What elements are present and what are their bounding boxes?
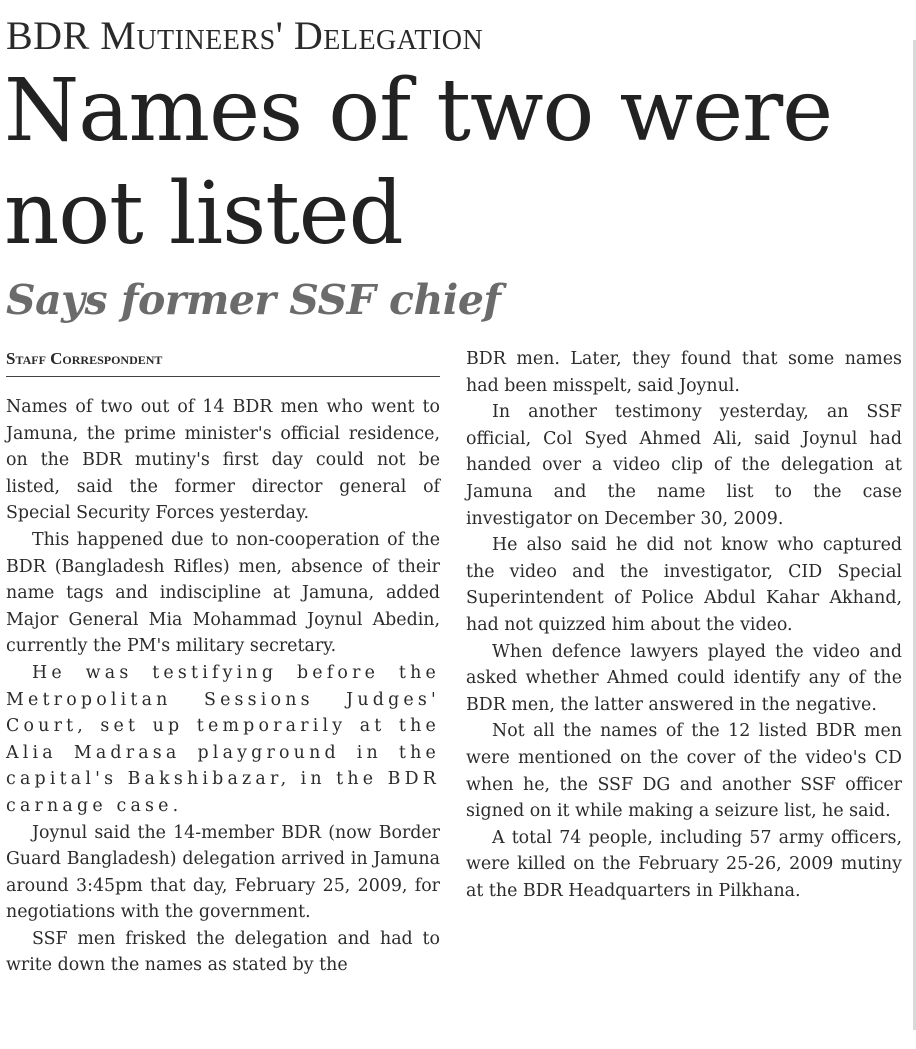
article-kicker: BDR Mutineers' Delegation (6, 13, 484, 58)
paragraph: In another testimony yesterday, an SSF official, Col Syed Ahmed Ali, said Joynul had handed over a video clip of the delegation at Jamuna and the name list to the case investigator on December 30, 2009. (466, 402, 902, 529)
paragraph: This happened due to non-cooperation of the BDR (Bangladesh Rifles) men, absence of their name tags and indiscipline at Jamuna, added Major General Mia Mohammad Joynul Abedin, currently the PM's military secretary. (6, 529, 440, 657)
paragraph: When defence lawyers played the video and asked whether Ahmed could identify any of the BDR men, the latter answered in the negative. (466, 641, 902, 715)
paragraph: SSF men frisked the delegation and had to write down the names as stated by the (6, 928, 440, 976)
paragraph: Joynul said the 14-member BDR (now Border Guard Bangladesh) delegation arrived in Jamuna around 3:45pm that day, February 25, 2009, for negotiations with the government. (6, 822, 440, 923)
paragraph: He was testifying before the Metropolitan Sessions Judges' Court, set up temporarily at the Alia Madrasa playground in the capital's Bakshibazar, in the BDR carnage case. (6, 662, 440, 816)
paragraph: He also said he did not know who captured the video and the investigator, CID Special Superintendent of Police Abdul Kahar Akhand, had not quizzed him about the video. (466, 535, 902, 635)
article-byline: Staff Correspondent (6, 348, 440, 377)
paragraph: Not all the names of the 12 listed BDR men were mentioned on the cover of the video's CD when he, the SSF DG and another SSF officer signed on it while making a seizure list, he said. (466, 721, 902, 822)
paragraph: A total 74 people, including 57 army officers, were killed on the February 25-26, 2009 mutiny at the BDR Headquarters in Pilkhana. (466, 827, 902, 901)
article-headline: Names of two were not listed (4, 61, 833, 264)
paragraph: BDR men. Later, they found that some names had been misspelt, said Joynul. (466, 349, 902, 396)
article-column-left (6, 394, 440, 979)
article-subhead: Says former SSF chief (6, 276, 501, 324)
article-column-right (466, 346, 902, 904)
paragraph: Names of two out of 14 BDR men who went to Jamuna, the prime minister's official residence, on the BDR mutiny's first day could not be listed, said the former director general of Special Security Forces yesterday. (6, 397, 440, 524)
